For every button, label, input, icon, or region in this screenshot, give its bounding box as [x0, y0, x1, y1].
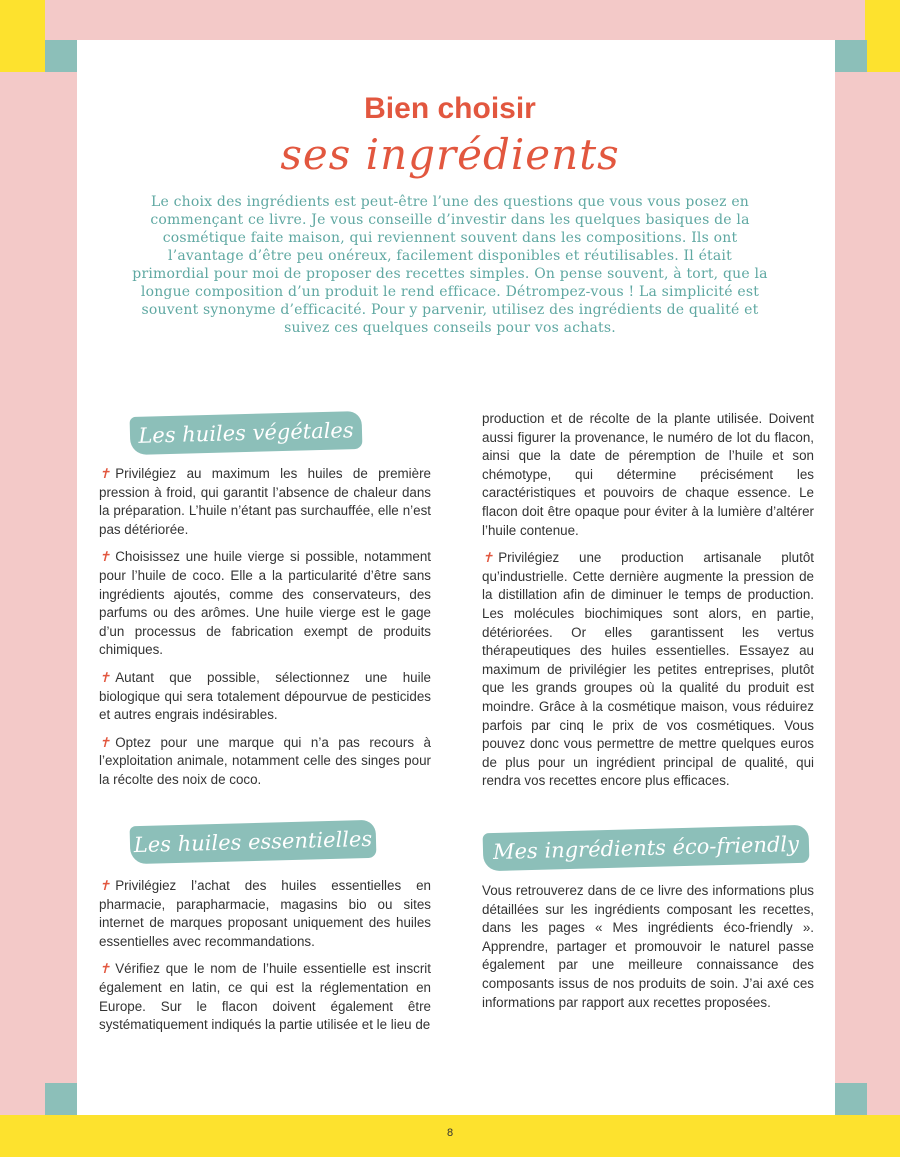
list-item: ✝ Privilégiez l’achat des huiles essentielles en pharmacie, parapharmacie, magasins bio ou sites internet de marques proposant uniquement des huiles essentielles avec recommandations. [99, 878, 431, 949]
list-item: ✝ Vérifiez que le nom de l’huile essentielle est inscrit également en latin, ce qui est la réglementation en Europe. Sur le flacon doivent également être systématiquement indiqués la partie utilisée et le lieu de [99, 961, 431, 1033]
right-column [482, 410, 814, 800]
bullet-icon: ✝ [99, 878, 111, 893]
bullet-icon: ✝ [99, 669, 111, 685]
intro-paragraph: Le choix des ingrédients est peut-être l’une des questions que vous vous posez en commençant ce livre. Je vous conseille d’investir dans les quelques basiques de la cosmétique faite maison, qui reviennent souvent dans les compositions. Ils ont l’avantage d’être peu onéreux, facilement disponibles et réutilisables. Il était primordial pour moi de proposer des recettes simples. On pense souvent, à tort, que la longue composition d’un produit le rend efficace. Détrompez-vous ! La simplicité est souvent synonyme d’efficacité. Pour y parvenir, utilisez des ingrédients de qualité et suivez ces quelques conseils pour vos achats. [132, 194, 768, 336]
list-item: ✝ Privilégiez une production artisanale plutôt qu’industrielle. Cette dernière augmente la pression de la distillation afin de diminuer le temps de production. Les molécules biochimiques sont alors, en partie, détériorées. Or elles garantissent les vertus thérapeutiques des huiles essentielles. Essayez au maximum de privilégier les petites entreprises, plutôt que les grands groupes où la qualité du produit est moindre. Grâce à la cosmétique maison, vous réduirez parfois par cinq le prix de vos cosmétiques. Vous pouvez donc vous permettre de mettre quelques euros de plus pour un ingrédient principal de qualité, qui rendra vos recettes encore plus efficaces. [482, 550, 814, 789]
section-banner-eco-friendly: Mes ingrédients éco-friendly [483, 825, 810, 872]
eco-friendly-column [482, 882, 814, 1021]
top-border [0, 0, 900, 40]
list-item: ✝ Choisissez une huile vierge si possible, notamment pour l’huile de coco. Elle a la particularité d’être sans ingrédients ajoutés, comme des conservateurs, des parfums ou des arômes. Une huile vierge est le gage d’un processus de fabrication exempt de produits chimiques. [99, 549, 431, 658]
list-item: ✝ Privilégiez au maximum les huiles de première pression à froid, qui garantit l’absence de chaleur dans la préparation. L’huile n’étant pas surchauffée, elle n’est pas détériorée. [99, 466, 431, 537]
corner-square-top-left [45, 40, 77, 72]
continuation-paragraph: production et de récolte de la plante utilisée. Doivent aussi figurer la provenance, le numéro de lot du flacon, ainsi que la date de péremption de l’huile et son chémotype, qui détermine précisément les caractéristiques et pouvoirs de chaque essence. Le flacon doit être opaque pour éviter à la lumière d’altérer l’huile contenue. [482, 411, 814, 538]
corner-yellow-top-left [0, 0, 45, 72]
list-item: ✝ Autant que possible, sélectionnez une huile biologique qui sera totalement dépourvue de pesticides et autres engrais indésirables. [99, 669, 431, 723]
corner-square-bottom-right [835, 1083, 867, 1115]
bullet-icon: ✝ [99, 961, 111, 977]
corner-square-bottom-left [45, 1083, 77, 1115]
corner-square-top-right [835, 40, 867, 72]
page-subtitle: ses ingrédients [280, 130, 620, 179]
bullet-icon: ✝ [99, 466, 111, 481]
eco-friendly-paragraph: Vous retrouverez dans de ce livre des informations plus détaillées sur les ingrédients composant les recettes, dans les pages « Mes ingrédients éco-friendly ». Apprendre, partager et promouvoir le naturel passe également par une meilleure connaissance des composants issus de nos produits de soin. J’ai axé ces informations par rapport aux recettes proposées. [482, 883, 814, 1010]
bullet-icon: ✝ [99, 734, 111, 750]
section-banner-huiles-essentielles: Les huiles essentielles [130, 820, 377, 864]
page-title: Bien choisir [364, 92, 536, 125]
bullet-icon: ✝ [99, 549, 111, 565]
left-column-essentielles [99, 877, 431, 1044]
left-column-vegetales [99, 465, 431, 799]
corner-yellow-top-right [865, 0, 900, 72]
section-banner-huiles-vegetales: Les huiles végétales [130, 411, 363, 455]
list-item: ✝ Optez pour une marque qui n’a pas recours à l’exploitation animale, notamment celle des singes pour la récolte des noix de coco. [99, 734, 431, 787]
bullet-icon: ✝ [482, 550, 494, 566]
page-number: 8 [446, 1127, 454, 1139]
